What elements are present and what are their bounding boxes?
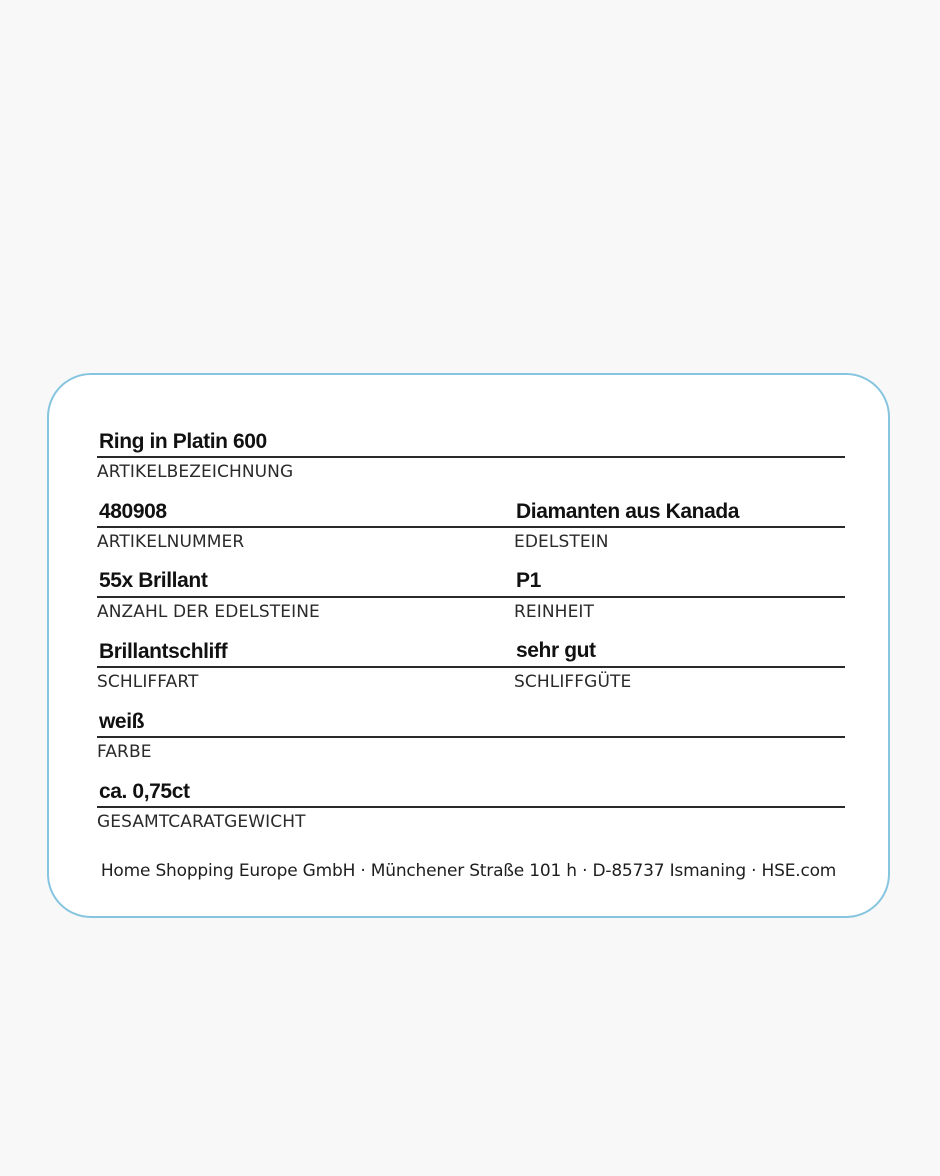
field-value: weiß	[99, 710, 145, 733]
field-label: GESAMTCARATGEWICHT	[97, 812, 306, 832]
field-label: ANZAHL DER EDELSTEINE	[97, 602, 320, 622]
field-artikelbezeichnung	[97, 427, 845, 487]
field-divider	[97, 806, 845, 808]
field-divider	[514, 526, 845, 528]
field-schliffart	[97, 637, 515, 697]
field-divider	[97, 456, 845, 458]
field-value: P1	[516, 569, 541, 592]
field-artikelnummer	[97, 497, 515, 557]
field-value: Ring in Platin 600	[99, 430, 267, 453]
field-gesamtcaratgewicht	[97, 777, 845, 837]
field-reinheit	[514, 567, 845, 627]
field-anzahl-der-edelsteine	[97, 567, 515, 627]
field-value: Brillantschliff	[99, 640, 228, 663]
field-label: FARBE	[97, 742, 152, 762]
field-divider	[97, 596, 515, 598]
field-label: ARTIKELBEZEICHNUNG	[97, 462, 294, 482]
field-label: REINHEIT	[514, 602, 595, 622]
field-label: EDELSTEIN	[514, 532, 609, 552]
field-divider	[97, 526, 515, 528]
field-divider	[514, 596, 845, 598]
field-value: sehr gut	[516, 639, 596, 662]
product-info-card	[47, 373, 890, 918]
field-schliffguete	[514, 637, 845, 697]
field-value: 480908	[99, 500, 167, 523]
field-edelstein	[514, 497, 845, 557]
field-label: SCHLIFFART	[97, 672, 199, 692]
field-farbe	[97, 707, 845, 767]
field-value: ca. 0,75ct	[99, 780, 190, 803]
field-value: 55x Brillant	[99, 569, 208, 592]
field-value: Diamanten aus Kanada	[516, 500, 740, 523]
field-divider	[97, 736, 845, 738]
field-label: ARTIKELNUMMER	[97, 532, 245, 552]
company-footer: Home Shopping Europe GmbH · Münchener Straße 101 h · D-85737 Ismaning · HSE.com	[100, 861, 837, 881]
field-label: SCHLIFFGÜTE	[514, 672, 632, 692]
field-divider	[97, 666, 515, 668]
field-divider	[514, 666, 845, 668]
